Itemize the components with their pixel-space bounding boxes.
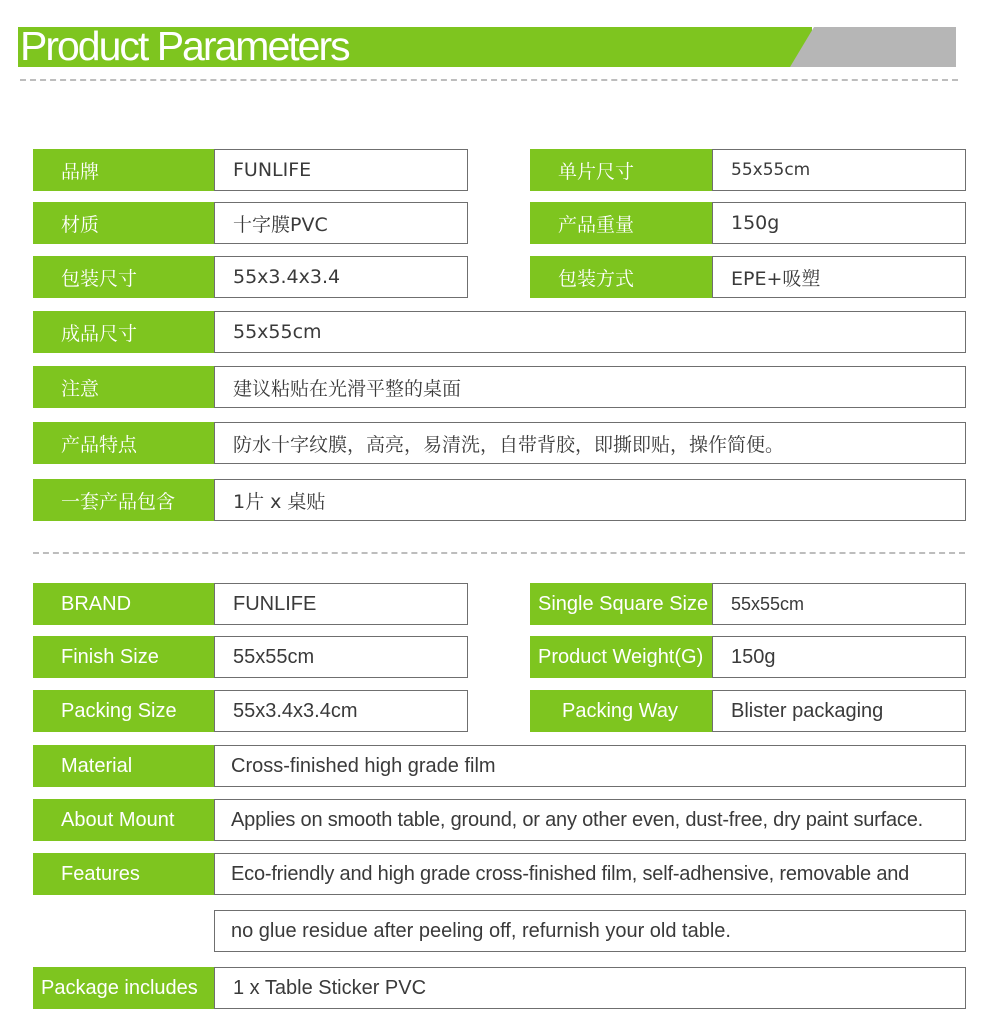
en-brand-label: BRAND bbox=[33, 583, 214, 625]
cn-finish-size-label: 成品尺寸 bbox=[33, 311, 214, 353]
en-mount-label: About Mount bbox=[33, 799, 214, 841]
en-pack-size-label: Packing Size bbox=[33, 690, 214, 732]
cn-notice-value: 建议粘贴在光滑平整的桌面 bbox=[214, 366, 966, 408]
cn-finish-size-value: 55x55cm bbox=[214, 311, 966, 353]
cn-weight-value: 150g bbox=[712, 202, 966, 244]
en-finish-size-label: Finish Size bbox=[33, 636, 214, 678]
en-finish-size-value: 55x55cm bbox=[214, 636, 468, 678]
en-material-value: Cross-finished high grade film bbox=[214, 745, 966, 787]
divider-top bbox=[20, 79, 958, 81]
cn-features-value: 防水十字纹膜，高亮，易清洗，自带背胶，即撕即贴，操作简便。 bbox=[214, 422, 966, 464]
cn-includes-label: 一套产品包含 bbox=[33, 479, 214, 521]
cn-single-size-value: 55x55cm bbox=[712, 149, 966, 191]
en-weight-value: 150g bbox=[712, 636, 966, 678]
cn-pack-way-value: EPE+吸塑 bbox=[712, 256, 966, 298]
en-single-size-label: Single Square Size bbox=[530, 583, 712, 625]
cn-includes-value: 1片 x 桌贴 bbox=[214, 479, 966, 521]
en-mount-value: Applies on smooth table, ground, or any other even, dust-free, dry paint surface. bbox=[214, 799, 966, 841]
en-pack-way-value: Blister packaging bbox=[712, 690, 966, 732]
cn-features-label: 产品特点 bbox=[33, 422, 214, 464]
cn-material-label: 材质 bbox=[33, 202, 214, 244]
en-material-label: Material bbox=[33, 745, 214, 787]
cn-notice-label: 注意 bbox=[33, 366, 214, 408]
cn-brand-value: FUNLIFE bbox=[214, 149, 468, 191]
en-features-value-line1: Eco-friendly and high grade cross-finished film, self-adhensive, removable and bbox=[214, 853, 966, 895]
cn-pack-way-label: 包装方式 bbox=[530, 256, 712, 298]
cn-pack-size-label: 包装尺寸 bbox=[33, 256, 214, 298]
cn-material-value: 十字膜PVC bbox=[214, 202, 468, 244]
cn-brand-label: 品牌 bbox=[33, 149, 214, 191]
header-accent bbox=[790, 27, 956, 67]
en-includes-label: Package includes bbox=[33, 967, 214, 1009]
en-pack-way-label: Packing Way bbox=[530, 690, 712, 732]
en-features-value-line2: no glue residue after peeling off, refurnish your old table. bbox=[214, 910, 966, 952]
cn-weight-label: 产品重量 bbox=[530, 202, 712, 244]
en-weight-label: Product Weight(G) bbox=[530, 636, 712, 678]
en-includes-value: 1 x Table Sticker PVC bbox=[214, 967, 966, 1009]
cn-pack-size-value: 55x3.4x3.4 bbox=[214, 256, 468, 298]
en-brand-value: FUNLIFE bbox=[214, 583, 468, 625]
divider-middle bbox=[33, 552, 965, 554]
en-pack-size-value: 55x3.4x3.4cm bbox=[214, 690, 468, 732]
page-title: Product Parameters bbox=[20, 23, 349, 69]
cn-single-size-label: 单片尺寸 bbox=[530, 149, 712, 191]
en-single-size-value: 55x55cm bbox=[712, 583, 966, 625]
en-features-label: Features bbox=[33, 853, 214, 895]
